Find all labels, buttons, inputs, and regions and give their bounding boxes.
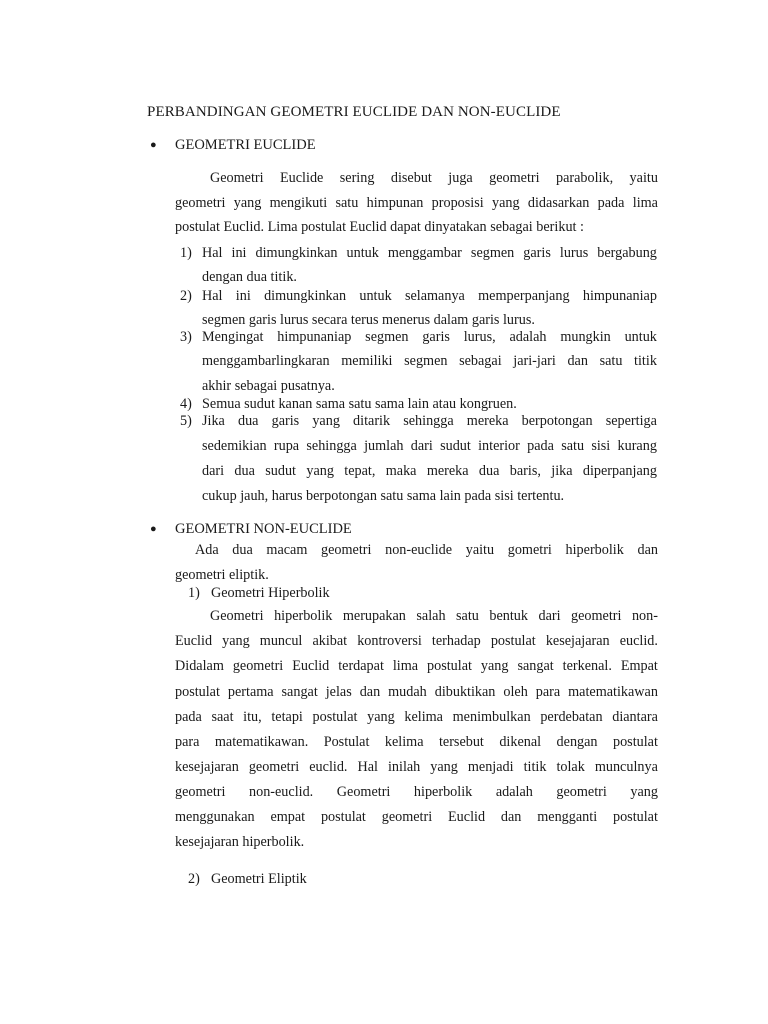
- word: menimbulkan: [452, 709, 531, 725]
- word: dari: [410, 438, 433, 454]
- word: selamanya: [404, 288, 465, 304]
- word: himpunaniap: [582, 288, 657, 304]
- paragraph-line: [175, 782, 658, 802]
- word: euclid.: [619, 633, 658, 649]
- word: untuk: [346, 245, 379, 261]
- word: yang: [430, 759, 458, 775]
- intro-line: [175, 193, 658, 213]
- word: terhadap: [431, 633, 481, 649]
- word: satu: [599, 353, 623, 369]
- list-number: 2): [180, 288, 192, 304]
- word: non-: [631, 608, 658, 624]
- word: memperpanjang: [478, 288, 570, 304]
- word: yang: [630, 784, 658, 800]
- section-heading-text: GEOMETRI EUCLIDE: [175, 137, 316, 153]
- page-title: PERBANDINGAN GEOMETRI EUCLIDE DAN NON-EUCLIDE: [147, 104, 561, 120]
- word: lima: [632, 195, 658, 211]
- word: lima: [392, 658, 419, 674]
- word: geometri: [232, 658, 284, 674]
- word: hiperbolik: [413, 784, 473, 800]
- list-item-line: Semua sudut kanan sama satu sama lain atau kongruen.: [202, 396, 517, 412]
- word: Jika: [202, 413, 225, 429]
- list-item-line: [202, 461, 657, 481]
- word: mungkin: [560, 329, 611, 345]
- word: diantara: [612, 709, 658, 725]
- word: salah: [416, 608, 446, 624]
- word: yang: [306, 463, 334, 479]
- word: sebagai: [459, 353, 502, 369]
- word: adalah: [509, 329, 547, 345]
- word: tolak: [556, 759, 585, 775]
- word: rupa: [273, 438, 300, 454]
- word: pada: [527, 438, 554, 454]
- word: segmen: [365, 329, 409, 345]
- list-number: 2): [188, 871, 200, 887]
- word: geometri: [248, 759, 300, 775]
- bullet-icon: ●: [150, 523, 157, 535]
- bullet-icon: ●: [150, 139, 157, 151]
- word: jika: [551, 463, 573, 479]
- list-item-line: akhir sebagai pusatnya.: [202, 378, 335, 394]
- word: euclid.: [309, 759, 348, 775]
- word: yang: [312, 413, 340, 429]
- word: kurang: [617, 438, 657, 454]
- word: ditarik: [353, 413, 391, 429]
- paragraph-line: [175, 606, 658, 626]
- word: memiliki: [341, 353, 393, 369]
- word: non-euclid.: [249, 784, 314, 800]
- word: kesejajaran: [175, 759, 239, 775]
- word: menggambarlingkaran: [202, 353, 330, 369]
- list-item-line: [202, 327, 657, 347]
- word: himpunaniap: [277, 329, 352, 345]
- paragraph-line: geometri eliptik.: [175, 567, 269, 583]
- word: Geometri: [210, 608, 264, 624]
- paragraph-line: kesejajaran hiperbolik.: [175, 834, 305, 850]
- word: matematikawan: [568, 684, 658, 700]
- word: lurus: [559, 245, 589, 261]
- word: geometri: [175, 784, 226, 800]
- word: pada: [597, 195, 625, 211]
- list-item-line: [202, 243, 657, 263]
- word: didasarkan: [527, 195, 590, 211]
- paragraph-line: [175, 757, 658, 777]
- word: dan: [637, 542, 658, 558]
- word: yaitu: [465, 542, 495, 558]
- word: interior: [478, 438, 520, 454]
- word: satu: [335, 195, 359, 211]
- word: geometri: [556, 784, 607, 800]
- word: para: [535, 684, 561, 700]
- word: terkenal.: [562, 658, 612, 674]
- word: jelas: [325, 684, 352, 700]
- word: yaitu: [629, 170, 658, 186]
- word: hiperbolik: [565, 542, 624, 558]
- word: hiperbolik: [274, 608, 333, 624]
- word: menggunakan: [175, 809, 255, 825]
- word: dikenal: [499, 734, 542, 750]
- word: bergabung: [597, 245, 657, 261]
- paragraph-line: [175, 540, 658, 560]
- word: Hal: [357, 759, 378, 775]
- word: yang: [480, 658, 509, 674]
- list-item-line: dengan dua titik.: [202, 269, 297, 285]
- word: yang: [367, 709, 395, 725]
- word: perdebatan: [540, 709, 603, 725]
- word: adalah: [495, 784, 533, 800]
- paragraph-line: [175, 732, 658, 752]
- word: dan: [567, 353, 588, 369]
- word: dengan: [556, 734, 598, 750]
- list-number: 1): [180, 245, 192, 261]
- word: menjadi: [467, 759, 514, 775]
- word: segmen: [404, 353, 448, 369]
- subsection-title: Geometri Eliptik: [211, 871, 307, 887]
- list-number: 4): [180, 396, 192, 412]
- paragraph-line: [175, 631, 658, 651]
- word: tetapi: [271, 709, 303, 725]
- paragraph-line: postulat Euclid. Lima postulat Euclid dapat dinyatakan sebagai berikut :: [175, 219, 584, 235]
- paragraph-line: [175, 193, 658, 213]
- word: dari: [202, 463, 225, 479]
- word: dan: [359, 684, 381, 700]
- word: mereka: [426, 463, 469, 479]
- section-heading-euclide: [150, 137, 316, 154]
- word: dan: [500, 809, 522, 825]
- word: proposisi: [431, 195, 484, 211]
- word: kontroversi: [357, 633, 422, 649]
- word: muncul: [259, 633, 303, 649]
- word: geometri: [571, 608, 622, 624]
- word: para: [175, 734, 200, 750]
- word: Euclid: [448, 809, 486, 825]
- word: garis: [523, 245, 551, 261]
- word: lurus,: [463, 329, 496, 345]
- word: matematikawan.: [214, 734, 309, 750]
- word: sangat: [281, 684, 318, 700]
- word: geometri: [321, 542, 372, 558]
- word: saat: [211, 709, 234, 725]
- word: postulat: [427, 658, 472, 674]
- word: Geometri: [336, 784, 391, 800]
- word: merupakan: [342, 608, 406, 624]
- word: jumlah: [364, 438, 404, 454]
- word: geometri: [175, 195, 226, 211]
- word: oleh: [503, 684, 528, 700]
- word: dua: [478, 463, 500, 479]
- word: Hal: [202, 288, 223, 304]
- word: yang: [222, 633, 250, 649]
- word: tepat,: [344, 463, 376, 479]
- word: sehingga: [306, 438, 357, 454]
- word: garis: [422, 329, 450, 345]
- word: tersebut: [438, 734, 484, 750]
- word: non-euclide: [385, 542, 453, 558]
- list-item-line: [202, 351, 657, 371]
- list-number: 3): [180, 329, 192, 345]
- word: sering: [339, 170, 375, 186]
- word: Postulat: [323, 734, 370, 750]
- word: gometri: [507, 542, 552, 558]
- word: Euclid: [175, 633, 213, 649]
- word: titik: [634, 353, 657, 369]
- word: postulat: [312, 709, 358, 725]
- word: dibuktikan: [434, 684, 496, 700]
- subsection-title: Geometri Hiperbolik: [211, 585, 330, 601]
- section-heading-non-euclide: [150, 521, 352, 538]
- word: Euclide: [280, 170, 324, 186]
- list-item-line: [202, 411, 657, 431]
- word: postulat: [175, 684, 220, 700]
- word: menggambar: [387, 245, 462, 261]
- word: postulat: [490, 633, 536, 649]
- list-number: 5): [180, 413, 192, 429]
- word: sepertiga: [605, 413, 657, 429]
- paragraph-line: [175, 656, 658, 676]
- paragraph-line: [175, 682, 658, 702]
- word: garis: [271, 413, 300, 429]
- paragraph-line: [175, 707, 658, 727]
- word: dimungkinkan: [255, 245, 338, 261]
- word: Geometri: [210, 170, 264, 186]
- word: postulat: [612, 809, 658, 825]
- word: munculnya: [594, 759, 658, 775]
- word: kesejajaran: [545, 633, 610, 649]
- word: macam: [266, 542, 308, 558]
- word: baris,: [509, 463, 541, 479]
- list-item-line: cukup jauh, harus berpotongan satu sama lain pada sisi tertentu.: [202, 488, 565, 504]
- word: inilah: [387, 759, 421, 775]
- word: Mengingat: [202, 329, 264, 345]
- list-item-line: [202, 286, 657, 306]
- list-item-line: segmen garis lurus secara terus menerus dalam garis lurus.: [202, 312, 535, 328]
- word: titik: [523, 759, 547, 775]
- paragraph-line: [175, 168, 658, 188]
- word: ini: [231, 245, 247, 261]
- word: ini: [235, 288, 251, 304]
- word: Hal: [202, 245, 223, 261]
- word: segmen: [470, 245, 515, 261]
- word: dimungkinkan: [264, 288, 347, 304]
- word: disebut: [390, 170, 432, 186]
- word: dua: [234, 463, 255, 479]
- word: yang: [233, 195, 262, 211]
- word: postulat: [320, 809, 366, 825]
- word: Ada: [195, 542, 219, 558]
- word: sudut: [265, 463, 296, 479]
- paragraph-line: [175, 807, 658, 827]
- word: sedemikian: [202, 438, 267, 454]
- word: sehingga: [403, 413, 454, 429]
- list-item-line: [202, 436, 657, 456]
- word: pada: [175, 709, 202, 725]
- word: Euclid: [292, 658, 330, 674]
- word: Empat: [620, 658, 658, 674]
- word: mereka: [466, 413, 509, 429]
- word: bentuk: [489, 608, 528, 624]
- word: sisi: [591, 438, 611, 454]
- word: postulat: [612, 734, 658, 750]
- word: parabolik,: [556, 170, 614, 186]
- word: juga: [448, 170, 473, 186]
- word: empat: [270, 809, 306, 825]
- word: pertama: [227, 684, 274, 700]
- word: geometri: [381, 809, 433, 825]
- word: maka: [385, 463, 417, 479]
- word: mengikuti: [269, 195, 328, 211]
- word: geometri: [489, 170, 540, 186]
- intro-line: [210, 168, 658, 188]
- word: mengganti: [537, 809, 598, 825]
- section-heading-text: GEOMETRI NON-EUCLIDE: [175, 521, 352, 537]
- word: himpunan: [366, 195, 424, 211]
- word: untuk: [624, 329, 657, 345]
- word: dua: [232, 542, 253, 558]
- word: diperpanjang: [582, 463, 657, 479]
- word: kelima: [384, 734, 424, 750]
- word: dua: [237, 413, 259, 429]
- word: dari: [538, 608, 561, 624]
- word: berpotongan: [521, 413, 593, 429]
- word: itu,: [243, 709, 262, 725]
- word: mudah: [388, 684, 427, 700]
- word: satu: [561, 438, 585, 454]
- word: Didalam: [175, 658, 224, 674]
- word: akibat: [312, 633, 348, 649]
- word: jari-jari: [513, 353, 556, 369]
- word: kelima: [404, 709, 443, 725]
- word: terdapat: [338, 658, 384, 674]
- word: untuk: [359, 288, 392, 304]
- list-number: 1): [188, 585, 200, 601]
- word: sangat: [517, 658, 554, 674]
- word: sudut: [440, 438, 471, 454]
- word: yang: [492, 195, 520, 211]
- word: satu: [456, 608, 479, 624]
